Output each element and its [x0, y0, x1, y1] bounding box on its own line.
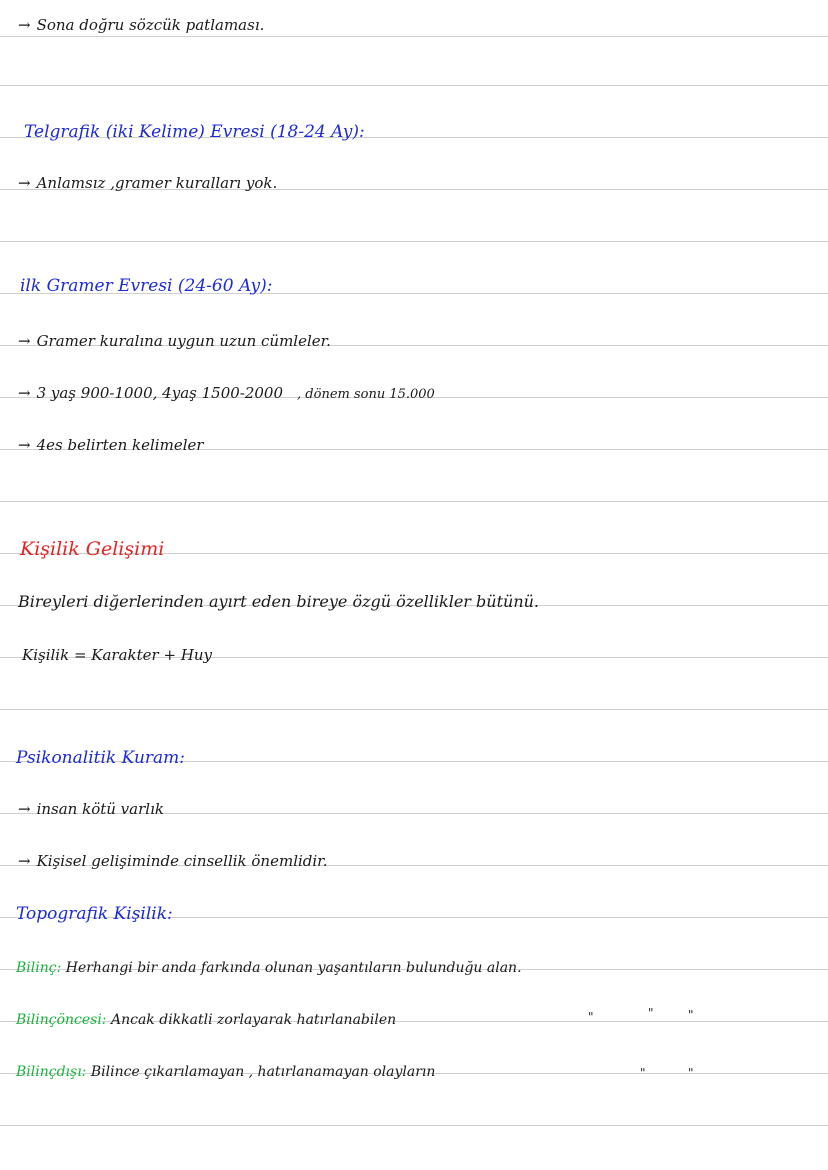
note-line-anlamsiz	[18, 174, 277, 192]
arrow-icon: →	[18, 332, 31, 350]
ditto-mark: "	[648, 1006, 654, 1020]
ruled-line	[0, 709, 828, 710]
note-line-kisisel	[18, 852, 327, 870]
note-line-bilinconcesi	[16, 1012, 396, 1028]
heading-ilk-gramer: ilk Gramer Evresi (24-60 Ay):	[20, 276, 273, 296]
heading-kisilik-gelisimi: Kişilik Gelişimi	[20, 538, 165, 560]
note-text: Gramer kuralına uygun uzun cümleler.	[36, 332, 331, 350]
definition-bilinc: Herhangi bir anda farkında olunan yaşantıların bulunduğu alan.	[65, 960, 522, 976]
ditto-mark: "	[688, 1066, 694, 1080]
note-line-word-burst	[18, 16, 264, 34]
ruled-line	[0, 241, 828, 242]
note-line-kelime-sayisi	[18, 384, 435, 402]
note-line-bireyleri: Bireyleri diğerlerinden ayırt eden bireye özgü özellikler bütünü.	[18, 592, 540, 611]
term-bilinconcesi: Bilinçöncesi:	[16, 1012, 107, 1028]
arrow-icon: →	[18, 852, 31, 870]
arrow-icon: →	[18, 436, 31, 454]
note-line-4es	[18, 436, 204, 454]
heading-telegrafik: Telgrafik (iki Kelime) Evresi (18-24 Ay):	[24, 122, 365, 142]
term-bilinc: Bilinç:	[16, 960, 62, 976]
heading-psikoanalitik: Psikonalitik Kuram:	[16, 748, 185, 768]
ditto-mark: "	[588, 1010, 594, 1024]
note-text: Kişisel gelişiminde cinsellik önemlidir.	[36, 852, 328, 870]
arrow-icon: →	[18, 800, 31, 818]
ruled-line	[0, 501, 828, 502]
note-line-insan	[18, 800, 164, 818]
ruled-line	[0, 36, 828, 37]
ruled-line	[0, 85, 828, 86]
arrow-icon: →	[18, 174, 31, 192]
note-line-kisilik-formula: Kişilik = Karakter + Huy	[22, 646, 213, 664]
note-text: Sona doğru sözcük patlaması.	[36, 16, 265, 34]
heading-topografik: Topografik Kişilik:	[16, 904, 173, 924]
note-line-bilinc	[16, 960, 522, 976]
definition-bilinconcesi: Ancak dikkatli zorlayarak hatırlanabilen	[110, 1012, 397, 1028]
definition-bilincdisi: Bilince çıkarılamayan , hatırlanamayan olayların	[90, 1064, 436, 1080]
note-line-gramer-kurali	[18, 332, 331, 350]
note-text: 4es belirten kelimeler	[36, 436, 204, 454]
term-bilincdisi: Bilinçdışı:	[16, 1064, 87, 1080]
arrow-icon: →	[18, 16, 31, 34]
note-text: insan kötü varlık	[36, 800, 164, 818]
arrow-icon: →	[18, 384, 31, 402]
ditto-mark: "	[688, 1008, 694, 1022]
ruled-line	[0, 1125, 828, 1126]
note-text-dönem-sonu: , dönem sonu 15.000	[297, 387, 435, 402]
note-text: Anlamsız ,gramer kuralları yok.	[36, 174, 278, 192]
note-text: 3 yaş 900-1000, 4yaş 1500-2000	[36, 384, 284, 402]
ditto-mark: "	[640, 1066, 646, 1080]
note-line-bilincdisi	[16, 1064, 435, 1080]
